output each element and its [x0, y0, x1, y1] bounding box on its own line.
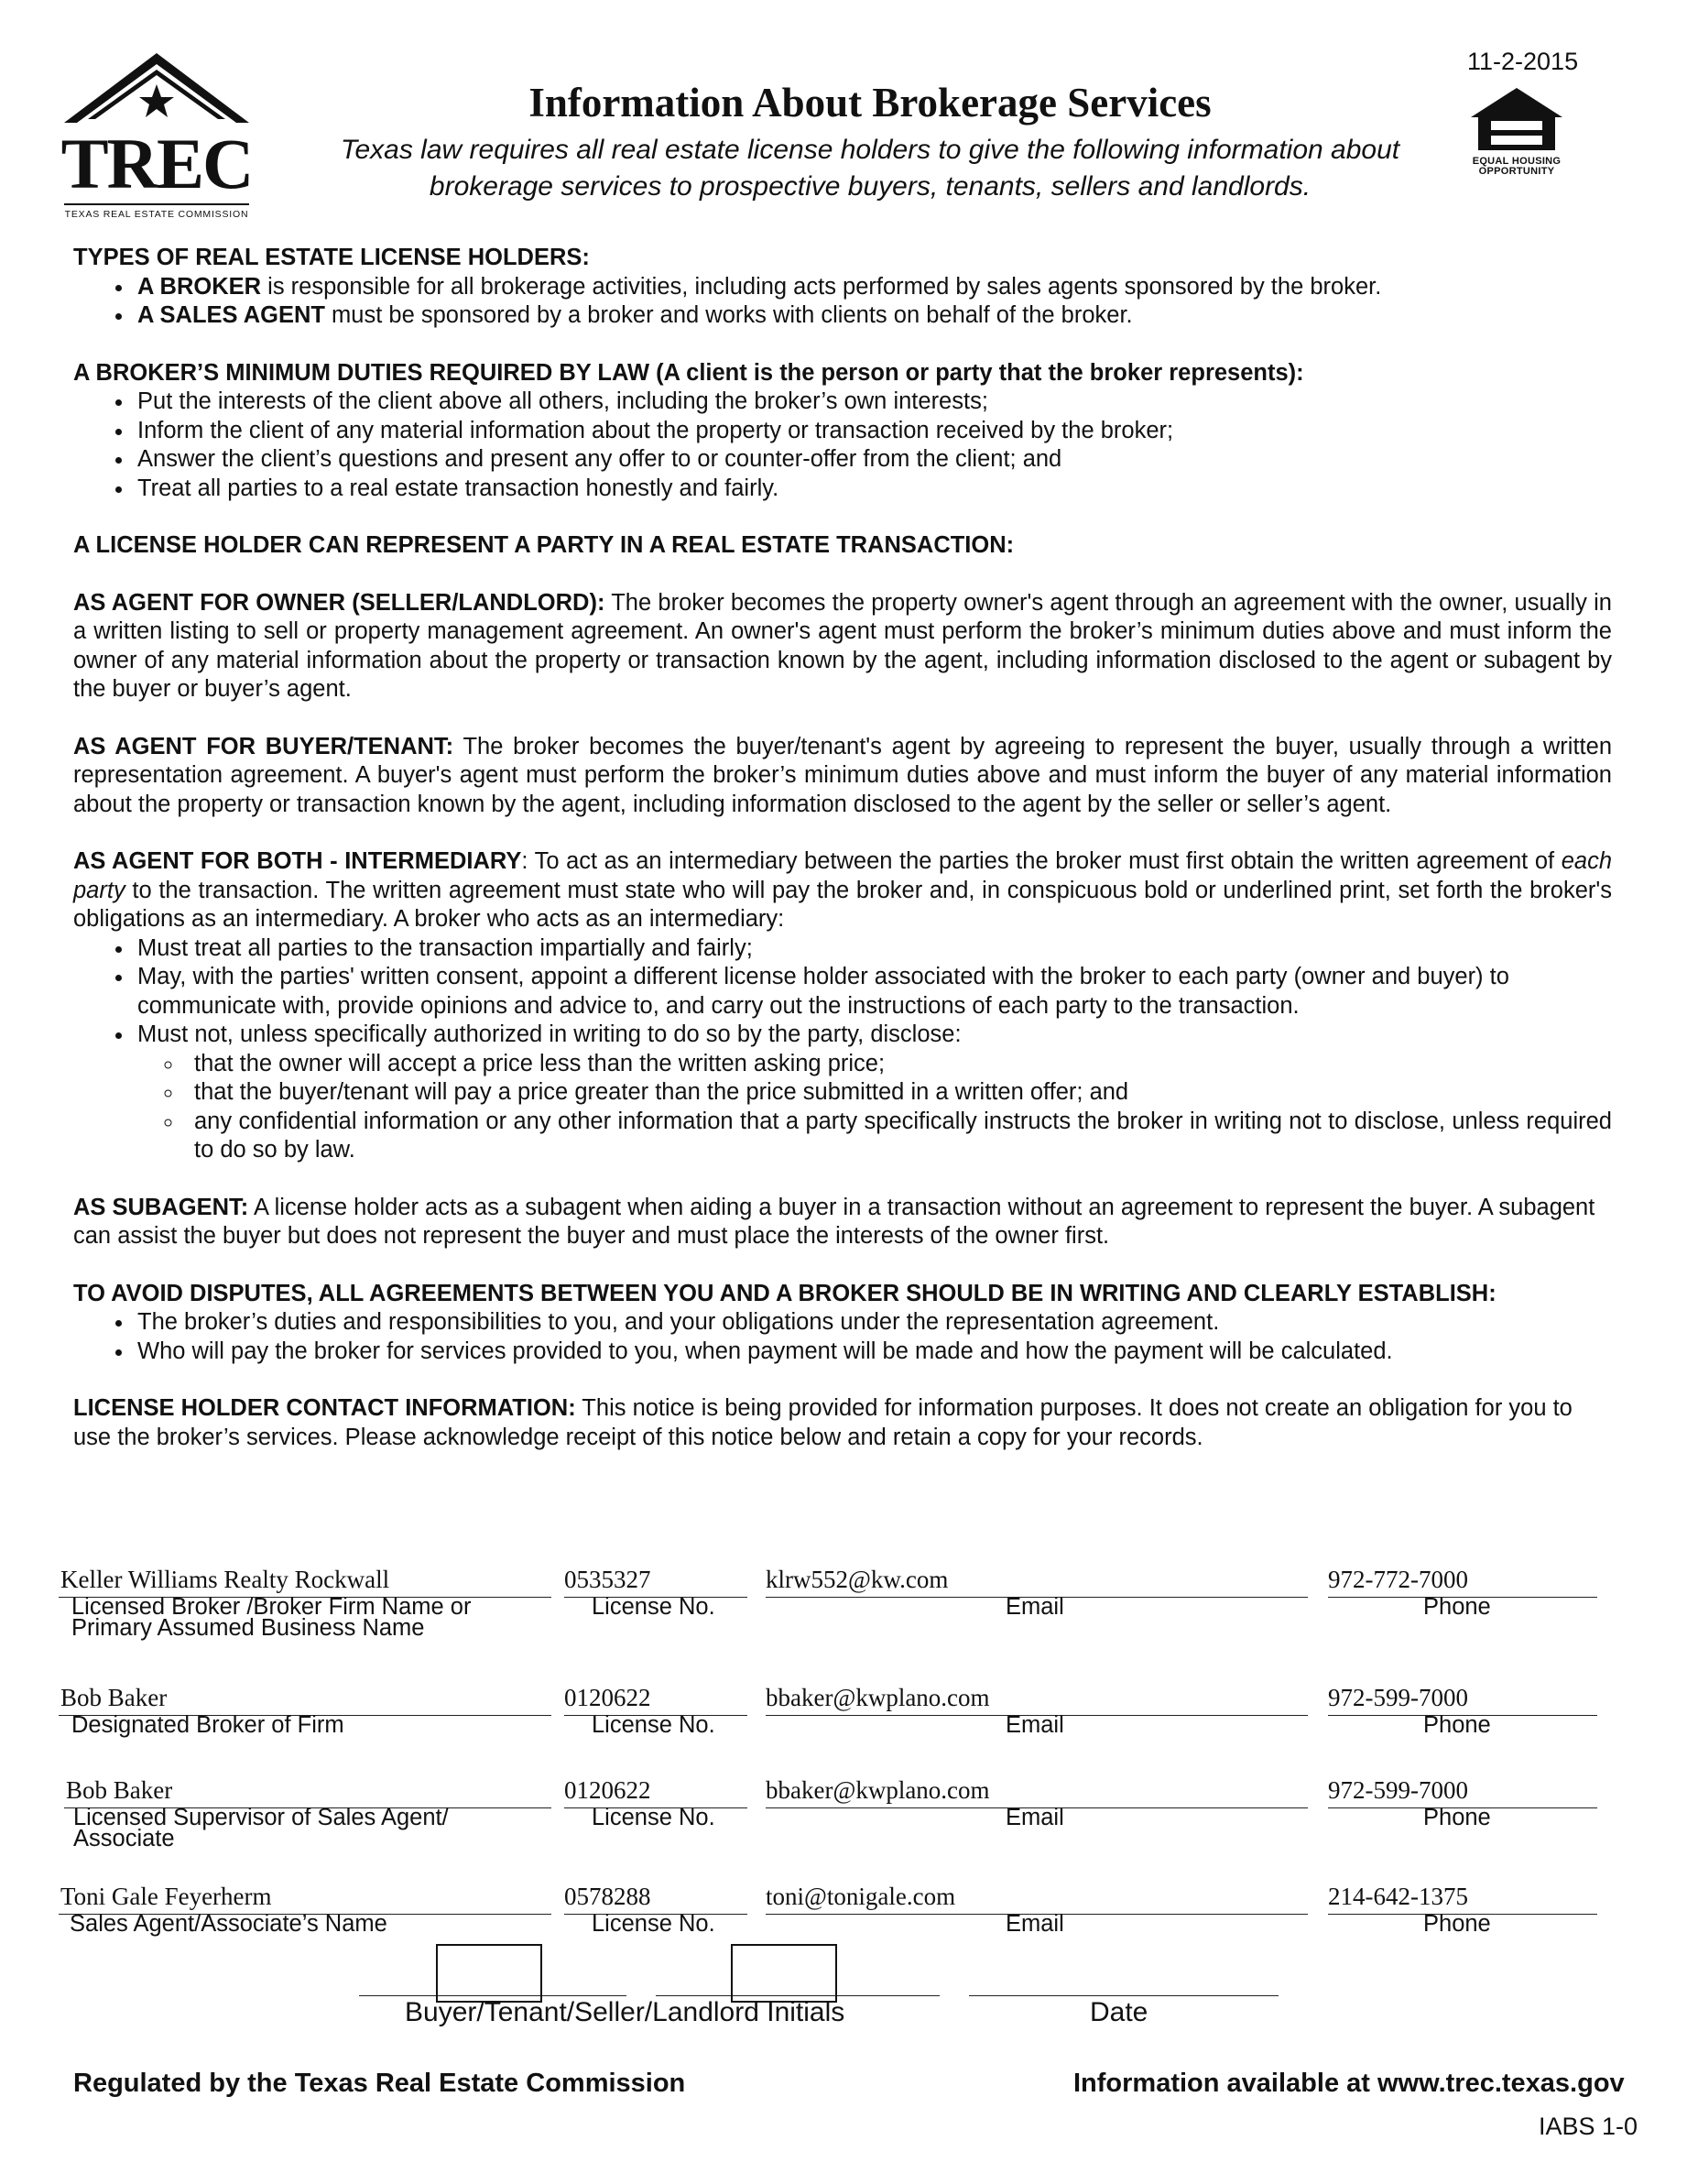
- subagent-section: AS SUBAGENT: A license holder acts as a subagent when aiding a buyer in a transaction without an agreement to represent the buyer. A subagent can assist the buyer but does not represent the buyer and must place the interests of the owner first.: [73, 1194, 1595, 1249]
- list-item: • May, with the parties' written consent, appoint a different license holder associated with the broker to each party (owner and buyer) to communicate with, provide opinions and advice to, and carry out the instructions of each party to the transaction.: [135, 963, 1612, 1021]
- equal-housing-icon: [1465, 84, 1568, 152]
- name-label: Licensed Supervisor of Sales Agent/ Associate: [73, 1805, 449, 1851]
- duties-section: A BROKER’S MINIMUM DUTIES REQUIRED BY LAW (A client is the person or party that the broker represents): • Put the interests of the client above all others, including the broker’s own interests; • Inform the client of any material information about the property or transaction received by the broker; • Answer the client’s questions and present any offer to or counter-offer from the client; and • Treat all parties to a real estate transaction honestly and fairly.: [73, 359, 1612, 504]
- name-field[interactable]: Bob Baker: [60, 1684, 168, 1711]
- disputes-section: TO AVOID DISPUTES, ALL AGREEMENTS BETWEEN YOU AND A BROKER SHOULD BE IN WRITING AND CLEARLY ESTABLISH: • The broker’s duties and responsibilities to you, and your obligations under the representation agreement. • Who will pay the broker for services provided to you, when payment will be made and how the payment will be calculated.: [73, 1280, 1612, 1367]
- license-label: License No.: [592, 1805, 715, 1830]
- footer-regulated: Regulated by the Texas Real Estate Commission: [73, 2069, 686, 2098]
- owner-agent-section: AS AGENT FOR OWNER (SELLER/LANDLORD): The broker becomes the property owner's agent through an agreement with the owner, usually in a written listing to sell or property management agreement. An owner's agent must perform the broker’s minimum duties above and must inform the owner of any material information about the property or transaction known by the agent, including information disclosed to the agent or subagent by the buyer or buyer’s agent.: [73, 589, 1612, 702]
- list-item: • Inform the client of any material information about the property or transaction received by the broker;: [135, 417, 1612, 446]
- phone-field[interactable]: 972-599-7000: [1328, 1684, 1468, 1711]
- logo-subtitle: TEXAS REAL ESTATE COMMISSION: [64, 209, 249, 220]
- supervisor-row: [59, 1776, 1597, 1850]
- initials-box-1[interactable]: [436, 1944, 542, 2003]
- list-item: • A BROKER is responsible for all brokerage activities, including acts performed by sales agents sponsored by the broker.: [135, 273, 1612, 302]
- types-section: TYPES OF REAL ESTATE LICENSE HOLDERS: • A BROKER is responsible for all brokerage activities, including acts performed by sales agents sponsored by the broker. • A SALES AGENT must be sponsored by a broker and works with clients on behalf of the broker.: [73, 244, 1612, 331]
- page-title: Information About Brokerage Services: [528, 80, 1212, 126]
- disclosure-body: [73, 244, 1612, 1452]
- logo-wordmark: TREC: [60, 124, 253, 203]
- name-field[interactable]: Bob Baker: [66, 1776, 173, 1804]
- equal-housing-logo: EQUAL HOUSING OPPORTUNITY: [1465, 84, 1568, 177]
- initials-box-2[interactable]: [731, 1944, 837, 2003]
- phone-label: Phone: [1423, 1911, 1491, 1937]
- license-label: License No.: [592, 1911, 715, 1937]
- initials-label: Buyer/Tenant/Seller/Landlord Initials: [405, 1997, 845, 2027]
- sub-list-item: ◦ any confidential information or any other information that a party specifically instructs the broker in writing not to disclose, unless required to do so by law.: [184, 1108, 1612, 1165]
- page-subtitle: Texas law requires all real estate license holders to give the following information about brokerage services to prospective buyers, tenants, sellers and landlords.: [340, 135, 1400, 202]
- name-label: Designated Broker of Firm: [71, 1712, 344, 1738]
- name-field[interactable]: Toni Gale Feyerherm: [60, 1883, 272, 1910]
- list-item: • A SALES AGENT must be sponsored by a broker and works with clients on behalf of the broker.: [135, 301, 1612, 331]
- phone-field[interactable]: 972-772-7000: [1328, 1566, 1468, 1593]
- form-id: IABS 1-0: [1539, 2113, 1638, 2140]
- list-item: • Must not, unless specifically authorized in writing to do so by the party, disclose:: [135, 1021, 1612, 1050]
- license-label: License No.: [592, 1712, 715, 1738]
- list-item: • Who will pay the broker for services provided to you, when payment will be made and how the payment will be calculated.: [135, 1338, 1612, 1367]
- license-field[interactable]: 0120622: [564, 1776, 651, 1804]
- list-item: • Answer the client’s questions and present any offer to or counter-offer from the client; and: [135, 445, 1612, 475]
- email-field[interactable]: klrw552@kw.com: [766, 1566, 949, 1593]
- email-field[interactable]: bbaker@kwplano.com: [766, 1684, 990, 1711]
- email-field[interactable]: toni@tonigale.com: [766, 1883, 956, 1910]
- sub-list-item: ◦ that the owner will accept a price less than the written asking price;: [184, 1050, 1612, 1079]
- email-label: Email: [1006, 1712, 1064, 1738]
- name-label: Licensed Broker /Broker Firm Name or Primary Assumed Business Name: [71, 1594, 472, 1641]
- phone-label: Phone: [1423, 1805, 1491, 1830]
- contact-section: LICENSE HOLDER CONTACT INFORMATION: This notice is being provided for information purposes. It does not create an obligation for you to use the broker’s services. Please acknowledge receipt of this notice below and retain a copy for your records.: [73, 1395, 1573, 1450]
- trec-logo: [60, 51, 253, 220]
- email-field[interactable]: bbaker@kwplano.com: [766, 1776, 990, 1804]
- footer-info-link[interactable]: Information available at www.trec.texas.gov: [1073, 2069, 1625, 2098]
- phone-label: Phone: [1423, 1594, 1491, 1620]
- designated-broker-row: [59, 1684, 1597, 1757]
- license-field[interactable]: 0120622: [564, 1684, 651, 1711]
- sub-list-item: ◦ that the buyer/tenant will pay a price greater than the price submitted in a written offer; and: [184, 1078, 1612, 1108]
- list-item: • Put the interests of the client above all others, including the broker’s own interests;: [135, 388, 1612, 417]
- list-item: • Treat all parties to a real estate transaction honestly and fairly.: [135, 475, 1612, 504]
- name-label: Sales Agent/Associate’s Name: [70, 1911, 387, 1937]
- phone-field[interactable]: 972-599-7000: [1328, 1776, 1468, 1804]
- license-field[interactable]: 0535327: [564, 1566, 651, 1593]
- license-label: License No.: [592, 1594, 715, 1620]
- phone-label: Phone: [1423, 1712, 1491, 1738]
- form-date: 11-2-2015: [1467, 48, 1579, 75]
- phone-field[interactable]: 214-642-1375: [1328, 1883, 1468, 1910]
- list-item: • Must treat all parties to the transaction impartially and fairly;: [135, 934, 1612, 964]
- email-label: Email: [1006, 1594, 1064, 1620]
- intermediary-section: AS AGENT FOR BOTH - INTERMEDIARY: To act as an intermediary between the parties the broker must first obtain the written agreement of each party to the transaction. The written agreement must state who will pay the broker and, in conspicuous bold or underlined print, set forth the broker's obligations as an intermediary. A broker who acts as an intermediary: • Must treat all parties to the transaction impartially and fairly; • May, with the parties' written consent, appoint a different license holder associated with the broker to each party (owner and buyer) to communicate with, provide opinions and advice to, and carry out the instructions of each party to the transaction. • Must not, unless specifically authorized in writing to do so by the party, disclose: ◦ that the owner will accept a price less than the written asking price; ◦ that the buyer/tenant will pay a price greater than the price submitted in a written offer; and ◦ any confidential information or any other information that a party specifically instructs the broker in writing not to disclose, unless required to do so by law.: [73, 847, 1612, 1165]
- name-field[interactable]: Keller Williams Realty Rockwall: [60, 1566, 390, 1593]
- date-field[interactable]: [969, 1995, 1279, 1996]
- represent-heading: A LICENSE HOLDER CAN REPRESENT A PARTY IN A REAL ESTATE TRANSACTION:: [73, 532, 1015, 558]
- license-field[interactable]: 0578288: [564, 1883, 651, 1910]
- email-label: Email: [1006, 1805, 1064, 1830]
- buyer-agent-section: AS AGENT FOR BUYER/TENANT: The broker becomes the buyer/tenant's agent by agreeing to represent the buyer, usually through a written representation agreement. A buyer's agent must perform the broker’s minimum duties above and must inform the buyer of any material information about the property or transaction known by the agent, including information disclosed to the agent by the seller or seller’s agent.: [73, 733, 1612, 817]
- date-label: Date: [1090, 1997, 1148, 2027]
- list-item: • The broker’s duties and responsibilities to you, and your obligations under the representation agreement.: [135, 1308, 1612, 1338]
- broker-firm-row: [59, 1566, 1597, 1639]
- email-label: Email: [1006, 1911, 1064, 1937]
